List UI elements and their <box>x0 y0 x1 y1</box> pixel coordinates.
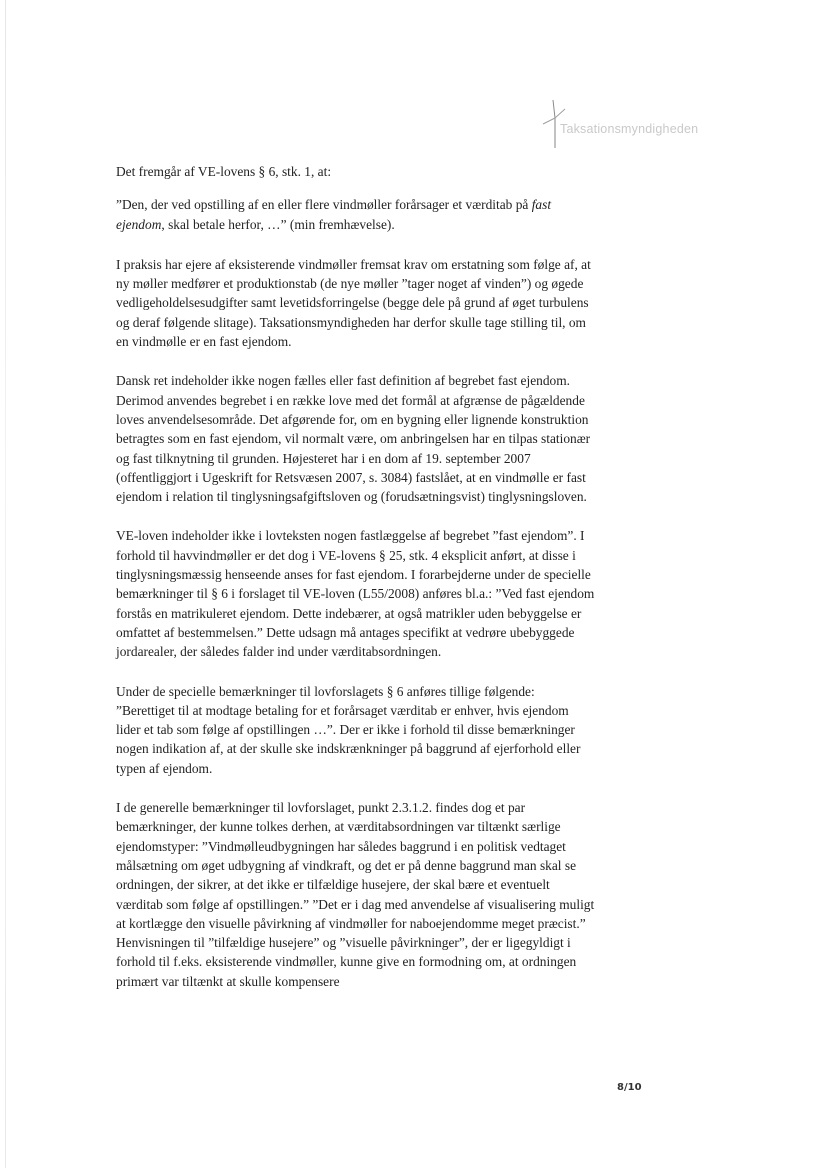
document-body <box>116 162 596 1011</box>
page-number: 8/10 <box>617 1082 642 1093</box>
taksationsmyndigheden-logo <box>538 98 708 148</box>
paragraph-dansk-ret: Dansk ret indeholder ikke nogen fælles eller fast definition af begrebet fast ejendom. Derimod anvendes begrebet i en række love med det formål at afgrænse de pågældende loves anvendelsesområde. Det afgørende for, om en bygning eller lignende konstruktion betragtes som en fast ejendom, vil normalt være, om anbringelsen har en tilpas stationær og fast tilknytning til grunden. Højesteret har i en dom af 19. september 2007 (offentliggjort i Ugeskrift for Retsvæsen 2007, s. 3084) fastslået, at en vindmølle er fast ejendom i relation til tinglysningsafgiftsloven og (forudsætningsvist) tinglysningsloven. <box>116 373 591 505</box>
intro-paragraph: Det fremgår af VE-lovens § 6, stk. 1, at: <box>116 164 332 179</box>
paragraph-ve-loven: VE-loven indeholder ikke i lovteksten nogen fastlæggelse af begrebet ”fast ejendom”. I forhold til havvindmøller er det dog i VE-lovens § 25, stk. 4 eksplicit anført, at disse i tinglysningsmæssig henseende anses for fast ejendom. I forarbejderne under de specielle bemærkninger til § 6 i forslaget til VE-loven (L55/2008) anføres bl.a.: ”Ved fast ejendom forstås en matrikuleret ejendom. Dette indebærer, at også matrikler uden bebyggelse er omfattet af bestemmelsen.” Dette udsagn må antages specifikt at vedrøre ubebyggede jordarealer, der således falder ind under værditabsordningen. <box>116 528 595 660</box>
paragraph-praksis: I praksis har ejere af eksisterende vindmøller fremsat krav om erstatning som følge af, at ny møller medfører et produktionstab (de nye møller ”tager noget af vinden”) og øgede vedligeholdelsesudgifter samt levetidsforringelse (begge dele på grund af øget turbulens og deraf følgende slitage). Taksationsmyndigheden har derfor skulle tage stilling til, om en vindmølle er en fast ejendom. <box>116 256 591 350</box>
quote-text-end: , skal betale herfor, …” (min fremhævelse). <box>161 216 395 232</box>
quote-paragraph <box>116 195 596 234</box>
paragraph-specielle-bemaerkninger: Under de specielle bemærkninger til lovforslagets § 6 anføres tillige følgende: ”Berettiget til at modtage betaling for et forårsaget værditab er enhver, hvis ejendom lider et tab som følge af opstillingen …”. Der er ikke i forhold til disse bemærkninger nogen indikation af, at der skulle ske indskrænkninger på baggrund af ejerforhold eller typen af ejendom. <box>116 683 581 776</box>
logo-text: Taksationsmyndigheden <box>560 122 699 136</box>
scan-edge <box>5 0 6 1168</box>
quote-emphasis: fast ejendom <box>116 197 552 232</box>
paragraph-generelle-bemaerkninger: I de generelle bemærkninger til lovforslaget, punkt 2.3.1.2. findes dog et par bemærkninger, der kunne tolkes derhen, at værditabsordningen var tiltænkt særlige ejendomstyper: ”Vindmølleudbygningen har således baggrund i en politisk vedtaget målsætning om øget udbygning af vindkraft, og det er på denne baggrund man skal se ordningen, der sikrer, at det ikke er tilfældige husejere, der skal bære et eventuelt værditab som følge af opstillingen.” ”Det er i dag med anvendelse af visualisering muligt at kortlægge den visuelle påvirkning af vindmøller for naboejendomme meget præcist.” Henvisningen til ”tilfældige husejere” og ”visuelle påvirkninger”, der er ligegyldigt i forhold til f.eks. eksisterende vindmøller, kunne give en formodning om, at ordningen primært var tiltænkt at skulle kompensere <box>116 800 595 989</box>
quote-text-start: ”Den, der ved opstilling af en eller flere vindmøller forårsager et værditab på <box>116 197 532 213</box>
